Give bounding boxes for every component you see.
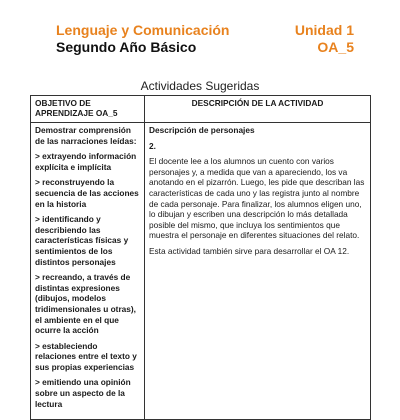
activity-number: 2.	[149, 140, 156, 151]
objective-list	[35, 125, 140, 417]
activity-title: Descripción de personajes	[149, 125, 255, 135]
description-header: DESCRIPCIÓN DE LA ACTIVIDAD	[145, 96, 371, 123]
objective-header: OBJETIVO DE APRENDIZAJE OA_5	[31, 96, 145, 123]
table-row	[31, 123, 371, 420]
objective-item: > reconstruyendo la secuencia de las acciones en la historia	[35, 177, 139, 209]
objective-intro: Demostrar comprensión de las narraciones leídas:	[35, 125, 137, 146]
description-cell	[145, 123, 371, 420]
activity-table	[30, 95, 371, 420]
objective-item: > extrayendo información explícita e implícita	[35, 151, 137, 172]
oa-code: OA_5	[317, 39, 354, 55]
table-header-row	[31, 96, 371, 123]
activity-paragraph: El docente lee a los alumnos un cuento con varios personajes y, a medida que van a apareciendo, los va anotando en el pizarrón. Luego, les pide que describan las características de cada uno y las registra junto al nombre de cada personaje. Para finalizar, los alumnos eligen uno, lo dibujan y escriben una descripción lo más detallada posible del mismo, que incluya los sentimientos que muestra el personaje en diferentes situaciones del relato.	[149, 156, 365, 241]
unit-label: Unidad 1	[294, 22, 354, 38]
page-title: Actividades Sugeridas	[140, 79, 260, 93]
objective-item: > recreando, a través de distintas expresiones (dibujos, modelos tridimensionales u otras), el ambiente en el que ocurre la acción	[35, 272, 136, 336]
objective-item: > estableciendo relaciones entre el texto y sus propias experiencias	[35, 340, 137, 372]
activity-paragraph: Esta actividad también sirve para desarrollar el OA 12.	[149, 245, 350, 256]
objective-cell	[31, 123, 145, 420]
objective-item: > identificando y describiendo las características físicas y sentimientos de los distintos personajes	[35, 214, 129, 267]
subject-title: Lenguaje y Comunicación	[56, 22, 230, 38]
grade-label: Segundo Año Básico	[56, 39, 197, 55]
activity-content	[149, 125, 366, 417]
document-header	[56, 22, 354, 56]
objective-item: > emitiendo una opinión sobre un aspecto de la lectura	[35, 377, 131, 409]
